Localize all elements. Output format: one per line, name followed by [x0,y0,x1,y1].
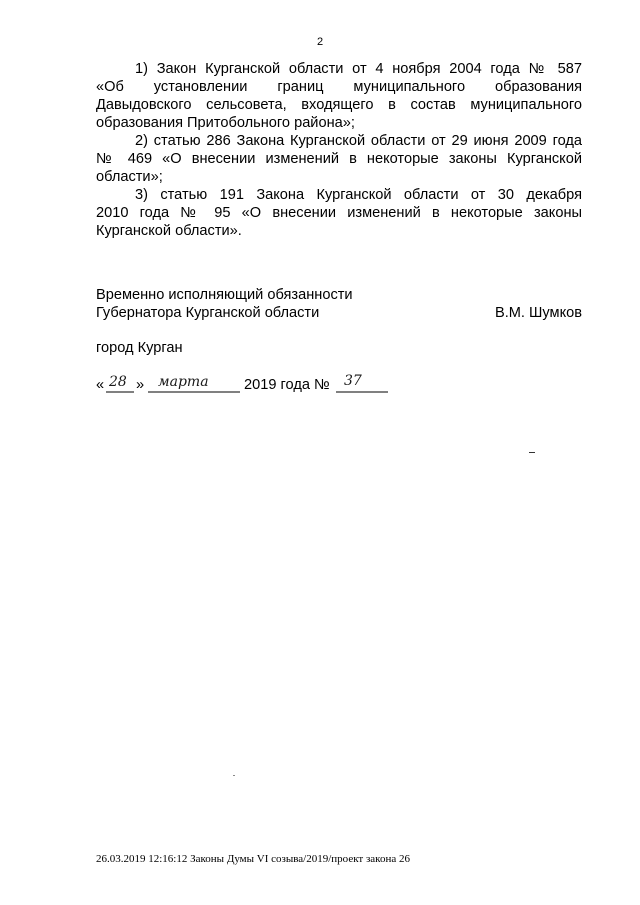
close-quote: » [136,377,145,393]
date-line [96,370,416,396]
text-line: 1) Закон Курганской области от 4 ноября 2004 года № 587 [135,61,582,77]
signatory-title: Временно исполняющий обязанности [96,287,353,303]
signatory-name: В.М. Шумков [494,305,582,321]
page-number: 2 [316,36,324,48]
text-line: Давыдовского сельсовета, входящего в состав муниципального [96,97,582,113]
text-line: 2010 года № 95 «О внесении изменений в некоторые законы [96,205,582,221]
text-line: № 469 «О внесении изменений в некоторые законы Курганской [96,151,582,167]
text-line: 2) статью 286 Закона Курганской области от 29 июня 2009 года [135,133,582,149]
signature-block [96,286,582,322]
handwritten-month: марта [158,374,209,390]
list-item [96,132,582,186]
handwritten-number: 37 [344,373,362,389]
text-line: «Об установлении границ муниципального образования [96,79,582,95]
year-text: 2019 года № [244,377,330,393]
stray-dash-mark [529,452,535,453]
signatory-row [96,304,582,322]
text-line: 3) статью 191 Закона Курганской области от 30 декабря [135,187,582,203]
handwritten-day: 28 [109,374,127,390]
footer-note: 26.03.2019 12:16:12 Законы Думы VI созыва/2019/проект закона 26 [96,853,410,865]
list-item [96,60,582,132]
open-quote: « [96,377,105,393]
list-item [96,186,582,240]
date-svg [96,370,416,396]
text-line: образования Притобольного района»; [96,115,355,131]
text-line: Курганской области». [96,223,242,239]
document-body [96,60,582,240]
city-label: город Курган [96,340,183,356]
text-line: области»; [96,169,163,185]
signatory-position: Губернатора Курганской области [96,305,320,321]
stray-dot-mark [233,775,235,776]
